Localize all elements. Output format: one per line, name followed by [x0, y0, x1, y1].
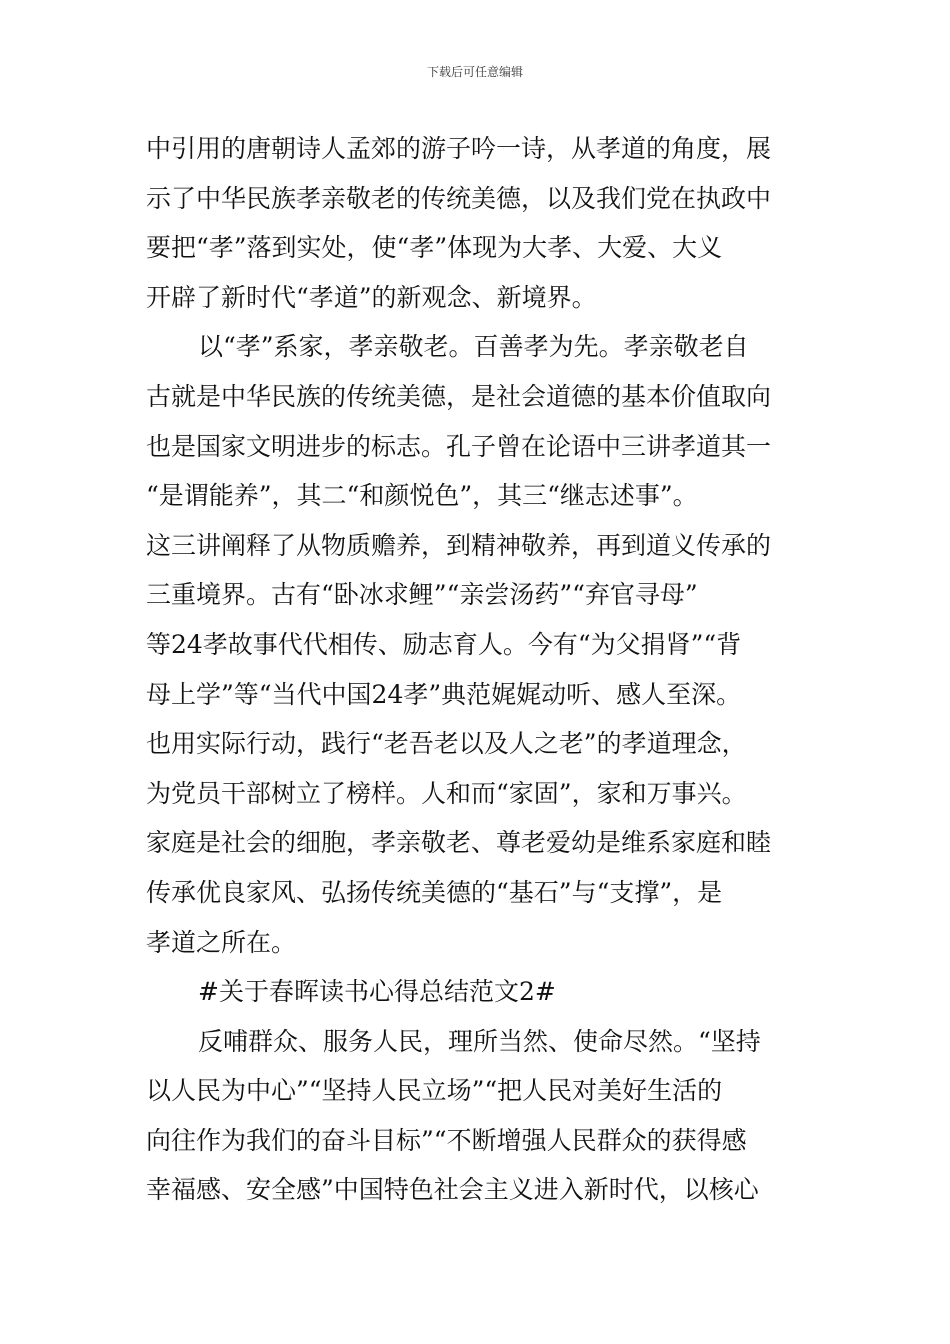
- text-line: 等24孝故事代代相传、励志育人。今有“为父捐肾”“背: [146, 629, 742, 659]
- text-line: 幸福感、安全感”中国特色社会主义进入新时代，以核心: [146, 1175, 759, 1205]
- page-header: 下载后可任意编辑: [426, 65, 523, 79]
- text-line: 以人民为中心”“坚持人民立场”“把人民对美好生活的: [146, 1076, 723, 1106]
- text-line: 家庭是社会的细胞，孝亲敬老、尊老爱幼是维系家庭和睦: [146, 828, 772, 858]
- paragraph-start-line: 以“孝”系家，孝亲敬老。百善孝为先。孝亲敬老自: [198, 332, 749, 362]
- text-line: “是谓能养”，其二“和颜悦色”，其三“继志述事”。: [146, 481, 698, 511]
- text-line: 母上学”等“当代中国24孝”典范娓娓动听、感人至深。: [146, 679, 742, 709]
- text-line: 也用实际行动，践行“老吾老以及人之老”的孝道理念，: [146, 729, 747, 759]
- text-line: 孝道之所在。: [146, 927, 297, 957]
- document-body: [146, 124, 806, 1215]
- text-line: 向往作为我们的奋斗目标”“不断增强人民群众的获得感: [146, 1125, 747, 1155]
- text-line: 三重境界。古有“卧冰求鲤”“亲尝汤药”“弃官寻母”: [146, 580, 698, 610]
- text-line: 也是国家文明进步的标志。孔子曾在论语中三讲孝道其一: [146, 431, 772, 461]
- text-line: 开辟了新时代“孝道”的新观念、新境界。: [146, 282, 597, 312]
- text-line: 古就是中华民族的传统美德，是社会道德的基本价值取向: [146, 381, 772, 411]
- text-line: 要把“孝”落到实处，使“孝”体现为大孝、大爱、大义: [146, 233, 723, 263]
- paragraph-start-line: 反哺群众、服务人民，理所当然、使命尽然。“坚持: [198, 1026, 761, 1056]
- text-line: 传承优良家风、弘扬传统美德的“基石”与“支撑”，是: [146, 877, 723, 907]
- section-heading: #关于春晖读书心得总结范文2#: [198, 977, 556, 1007]
- text-line: 中引用的唐朝诗人孟郊的游子吟一诗，从孝道的角度，展: [146, 134, 772, 163]
- text-line: 示了中华民族孝亲敬老的传统美德，以及我们党在执政中: [146, 183, 772, 213]
- text-line: 这三讲阐释了从物质赡养，到精神敬养，再到道义传承的: [146, 530, 772, 560]
- text-line: 为党员干部树立了榜样。人和而“家固”，家和万事兴。: [146, 778, 747, 808]
